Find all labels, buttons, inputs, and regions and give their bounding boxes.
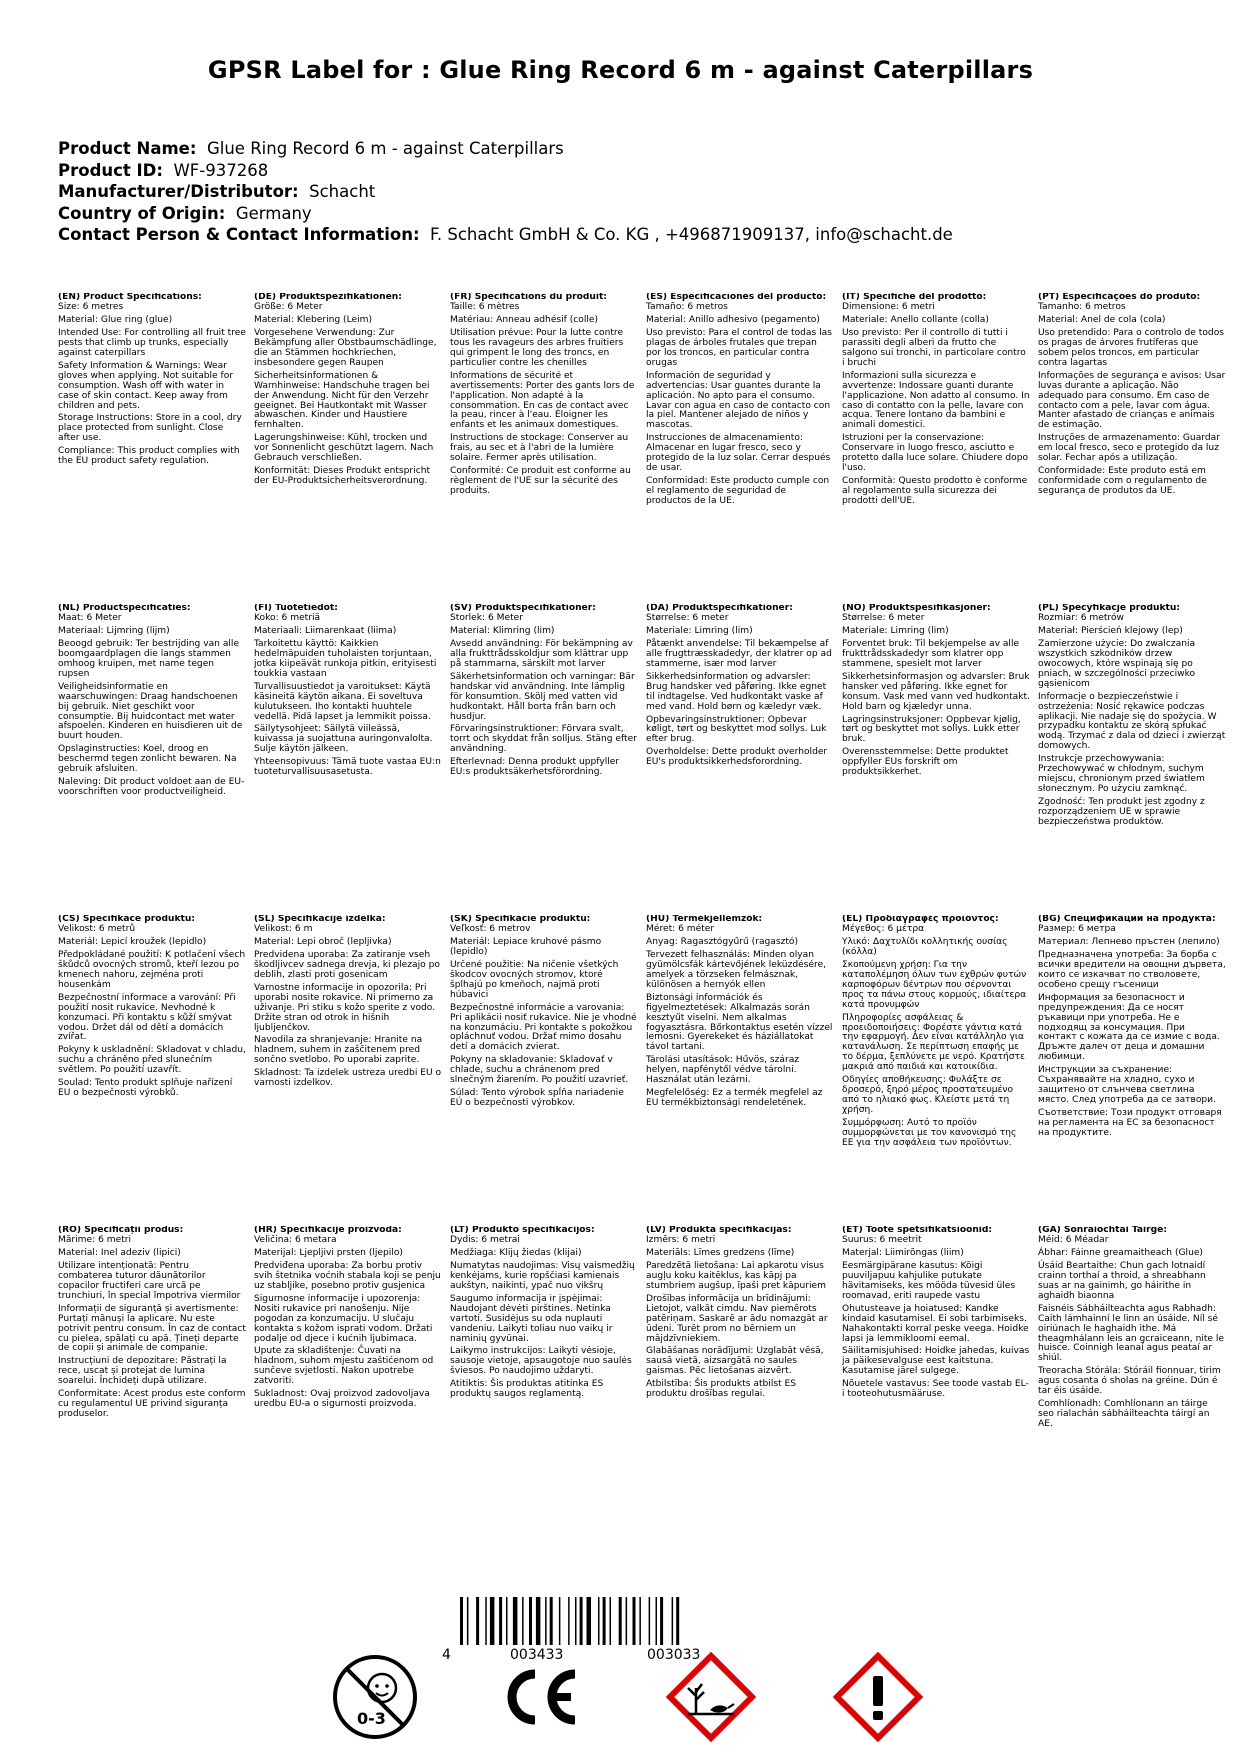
age-range-text: 0-3 <box>357 1709 386 1728</box>
spec-heading: (IT) Specifiche del prodotto: <box>842 293 987 302</box>
spec-cell <box>842 915 1038 1226</box>
spec-paragraph: Material: Anillo adhesivo (pegamento) <box>646 314 820 325</box>
spec-paragraph: Tamanho: 6 metros <box>1038 301 1126 312</box>
page-title: GPSR Label for : Glue Ring Record 6 m - against Caterpillars <box>207 56 1034 84</box>
spec-paragraph: Drošības informācija un brīdinājumi: Lietojot, valkāt cimdu. Nav piemērots patēriņam. Saskarē ar ādu nomazgāt ar ūdeni. Turēt prom no bērniem un mājdzīvniekiem. <box>646 1293 828 1344</box>
spec-paragraph: Informations de sécurité et avertissements: Porter des gants lors de l'application. Non adapté à la consommation. En cas de contact avec la peau, rincer à l'eau. Éloigner les enfants et les animaux domestiques. <box>450 370 635 431</box>
spec-paragraph: Materjal: Liimirõngas (liim) <box>842 1247 964 1258</box>
spec-paragraph: Ohutusteave ja hoiatused: Kandke kindaid kasutamisel. Ei sobi tarbimiseks. Nahakontakti korral peske veega. Hoidke lapsi ja lemmikloomi eemal. <box>842 1303 1029 1344</box>
spec-paragraph: Súlad: Tento výrobok spĺňa nariadenie EÚ o bezpečnosti výrobkov. <box>450 1088 624 1109</box>
spec-paragraph: Lagerungshinweise: Kühl, trocken und vor Sonnenlicht geschützt lagern. Nach Gebrauch verschließen. <box>254 433 434 464</box>
spec-paragraph: Storage Instructions: Store in a cool, dry place protected from sunlight. Close after use. <box>58 413 242 444</box>
barcode-bar <box>656 1597 658 1645</box>
barcode-bar <box>580 1597 583 1645</box>
spec-paragraph: Veličina: 6 metara <box>254 1234 337 1245</box>
spec-paragraph: Úsáid Beartaithe: Chun gach lotnaidí crainn torthaí a throid, a shreabhann suas ar na gainimh, go háirithe in aghaidh biaonna <box>1038 1260 1206 1301</box>
spec-heading: (CS) Specifikace produktu: <box>58 915 195 924</box>
spec-paragraph: Anyag: Ragasztógyűrű (ragasztó) <box>646 936 799 947</box>
spec-paragraph: Tervezett felhasználás: Minden olyan gyümölcsfák kártevőjének leküzdésére, amelyek a törzseken felmásznak, különösen a hernyók ellen <box>646 949 827 990</box>
barcode-bar <box>649 1597 651 1645</box>
spec-paragraph: Uso pretendido: Para o controlo de todos os pragas de árvores frutíferas que sobem pelos troncos, em particular contra lagartas <box>1038 327 1225 368</box>
spec-heading: (GA) Sonraíochtaí Táirge: <box>1038 1226 1167 1235</box>
spec-cell <box>1038 604 1234 915</box>
spec-paragraph: Pokyny na skladovanie: Skladovať v chlade, suchu a chránenom pred slnečným žiarením. Po použití uzavrieť. <box>450 1055 629 1086</box>
barcode-bar <box>619 1597 622 1645</box>
spec-paragraph: Material: Inel adeziv (lipici) <box>58 1247 181 1258</box>
spec-paragraph: Konformität: Dieses Produkt entspricht der EU-Produktsicherheitsverordnung. <box>254 466 431 487</box>
spec-paragraph: Размер: 6 метра <box>1038 923 1116 934</box>
product-name-value: Glue Ring Record 6 m - against Caterpillars <box>206 139 564 158</box>
barcode-bar <box>676 1597 679 1645</box>
product-name-label: Product Name: <box>58 139 197 158</box>
spec-paragraph: Tarkoitettu käyttö: Kaikkien hedelmäpuiden tuholaisten torjuntaan, jotka kiipeävät runkoja pitkin, erityisesti toukkia vastaan <box>254 638 437 679</box>
spec-paragraph: Sigurnosne informacije i upozorenja: Nositi rukavice pri nanošenju. Nije pogodan za konzumaciju. U slučaju kontakta s kožom isprati vodom. Držati podalje od djece i kućnih ljubimaca. <box>254 1293 433 1344</box>
spec-paragraph: Størrelse: 6 meter <box>842 612 925 623</box>
barcode-bar <box>467 1597 469 1645</box>
barcode-bar <box>660 1597 663 1645</box>
spec-paragraph: Materiale: Limring (lim) <box>842 625 949 636</box>
barcode-bar <box>485 1597 487 1645</box>
spec-paragraph: Paredzētā lietošana: Lai apkarotu visus augļu koku kaitēklus, kas kāpj pa stumbriem augšup, īpaši pret kāpuriem <box>646 1260 826 1291</box>
spec-paragraph: Maat: 6 Meter <box>58 612 122 623</box>
barcode-bar <box>529 1597 532 1645</box>
spec-cell <box>254 1226 450 1537</box>
spec-paragraph: Bezpečnostní informace a varování: Při použití nosit rukavice. Nevhodné k konzumaci. Při kontaktu s kůží smývat vodou. Držet dál od dětí a domácích zvířat. <box>58 992 236 1043</box>
spec-paragraph: Saugumo informacija ir įspėjimai: Naudojant dėvėti pirštines. Netinka vartoti. Susidėjus su oda nuplauti vandeniu. Laikyti toliau nuo vaikų ir naminių gyvūnai. <box>450 1293 613 1344</box>
spec-paragraph: Předpokládané použití: K potlačení všech škůdců ovocných stromů, kteří lezou po kmenech nahoru, zejména proti housenkám <box>58 949 246 990</box>
barcode-bar <box>633 1597 636 1645</box>
spec-cell <box>450 1226 646 1537</box>
spec-cell <box>842 604 1038 915</box>
spec-paragraph: Materijal: Ljepljivi prsten (ljepilo) <box>254 1247 403 1258</box>
barcode-bar <box>626 1597 628 1645</box>
product-id-line <box>58 160 1198 182</box>
spec-heading: (SL) Specifikacije izdelka: <box>254 915 386 924</box>
spec-paragraph: Safety Information & Warnings: Wear gloves when applying. Not suitable for consumption. Wash off with water in case of skin contact. Keep away from children and pets. <box>58 360 234 411</box>
spec-paragraph: Предназначена употреба: За борба с всички вредители на овощни дървета, които се изкачват по стволовете, особено срещу гъсеници <box>1038 949 1226 990</box>
spec-heading: (PL) Specyfikacje produktu: <box>1038 604 1180 613</box>
barcode-bars <box>460 1597 745 1645</box>
spec-heading: (PT) Especificações do produto: <box>1038 293 1201 302</box>
manufacturer-label: Manufacturer/Distributor: <box>58 182 299 201</box>
spec-paragraph: Numatytas naudojimas: Visų vaismedžių kenkėjams, kurie ropščiasi kamienais aukštyn, naikinti, ypač nuo vikšrų <box>450 1260 635 1291</box>
spec-paragraph: Turvallisuustiedot ja varoitukset: Käytä käsineitä käytön aikana. Ei soveltuva kulutukseen. Iho kontakti huuhtele vedellä. Pidä lapset ja lemmikit poissa. <box>254 681 431 722</box>
contact-label: Contact Person & Contact Information: <box>58 225 420 244</box>
spec-paragraph: Určené použitie: Na ničenie všetkých škodcov ovocných stromov, ktoré šplhajú po kmeňoch, najmä proti húbavici <box>450 959 619 1000</box>
spec-cell <box>58 915 254 1226</box>
spec-paragraph: Velikost: 6 m <box>254 923 313 934</box>
environment-hazard-icon <box>666 1652 756 1742</box>
spec-paragraph: Vorgesehene Verwendung: Zur Bekämpfung aller Obstbaumschädlinge, die an Stämmen hochkriechen, insbesondere gegen Raupen <box>254 327 437 368</box>
spec-cell <box>1038 293 1234 604</box>
spec-paragraph: Upute za skladištenje: Čuvati na hladnom, suhom mjestu zaštićenom od sunčeve svjetlosti. Nakon upotrebe zatvoriti. <box>254 1346 434 1387</box>
spec-paragraph: Mărime: 6 metri <box>58 1234 132 1245</box>
barcode-bar <box>506 1597 508 1645</box>
spec-paragraph: Glabāšanas norādījumi: Uzglabāt vēsā, sausā vietā, aizsargātā no saules gaismas. Pēc lietošanas aizvērt. <box>646 1346 824 1377</box>
country-label: Country of Origin: <box>58 203 226 223</box>
barcode-bar <box>568 1597 570 1645</box>
spec-paragraph: Instructions de stockage: Conserver au frais, au sec et à l'abri de la lumière solaire. Fermer après utilisation. <box>450 433 629 464</box>
spec-paragraph: Conformidad: Este producto cumple con el reglamento de seguridad de productos de la UE. <box>646 476 830 507</box>
barcode-bar <box>575 1597 577 1645</box>
spec-paragraph: Varnostne informacije in opozorila: Pri uporabi nosite rokavice. Ni primerno za uživanje. Pri stiku s kožo sperite z vodo. Držite stran od otrok in hišnih ljubljenčkov. <box>254 982 436 1033</box>
spec-paragraph: Atitiktis: Šis produktas atitinka ES produktų saugos reglamentą. <box>450 1379 604 1400</box>
spec-cell <box>450 604 646 915</box>
barcode-bar <box>536 1597 541 1645</box>
spec-paragraph: Material: Anel de cola (cola) <box>1038 314 1166 325</box>
spec-paragraph: Predviđena uporaba: Za borbu protiv svih štetnika voćnih stabala koji se penju uz stabljike, posebno protiv gusjenica <box>254 1260 441 1291</box>
spec-paragraph: Faisnéis Sábháilteachta agus Rabhadh: Caith lámhainní le linn an úsáide. Níl sé oiriúnach le haghaidh ithe. Má theagmhálann leis an gcraiceann, nite le huisce. Coinnigh leanaí agus peataí ar shiúl. <box>1038 1303 1225 1364</box>
spec-paragraph: Matériau: Anneau adhésif (colle) <box>450 314 599 325</box>
spec-paragraph: Overholdelse: Dette produkt overholder EU's produktsikkerhedsforordning. <box>646 747 828 768</box>
spec-paragraph: Rozmiar: 6 metrów <box>1038 612 1124 623</box>
product-id-value: WF-937268 <box>173 160 269 180</box>
spec-heading: (DA) Produktspecifikationer: <box>646 604 793 613</box>
country-value: Germany <box>235 203 312 223</box>
spec-heading: (LV) Produkta specifikācijas: <box>646 1226 792 1235</box>
spec-cell <box>58 1226 254 1537</box>
spec-paragraph: Compliance: This product complies with the EU product safety regulation. <box>58 446 240 467</box>
barcode-bar <box>490 1597 495 1645</box>
spec-paragraph: Οδηγίες αποθήκευσης: Φυλάξτε σε δροσερό, ξηρό μέρος προστατευμένο από το ηλιακό φως. Κλείστε μετά τη χρήση. <box>842 1075 1014 1116</box>
barcode-bar <box>559 1597 561 1645</box>
spec-paragraph: Instrukcje przechowywania: Przechowywać w chłodnym, suchym miejscu, chronionym przed światłem słonecznym. Po użyciu zamknąć. <box>1038 754 1205 795</box>
spec-paragraph: Förvaringsinstruktioner: Förvara svalt, torrt och skyddat från solljus. Stäng efter användning. <box>450 724 637 755</box>
spec-heading: (FR) Spécifications du produit: <box>450 293 607 302</box>
spec-paragraph: Treoracha Stórála: Stóráil fionnuar, tirim agus cosanta ó sholas na gréine. Dún é tar éis úsáide. <box>1038 1366 1221 1397</box>
spec-heading: (EN) Product Specifications: <box>58 293 202 302</box>
spec-cell <box>646 604 842 915</box>
spec-paragraph: Skladnost: Ta izdelek ustreza uredbi EU o varnosti izdelkov. <box>254 1068 442 1089</box>
spec-paragraph: Πληροφορίες ασφάλειας & προειδοποιήσεις: Φορέστε γάντια κατά την εφαρμογή. Δεν είναι κατάλληλο για κατανάλωση. Σε περίπτωση επαφής με το δέρμα, ξεπλύνετε με νερό. Κρατήστε μακριά από παιδιά και κατοικίδια. <box>842 1012 1025 1073</box>
spec-paragraph: Laikymo instrukcijos: Laikyti vėsioje, sausoje vietoje, apsaugotoje nuo saulės šviesos. Po naudojimo uždaryti. <box>450 1346 632 1377</box>
spec-paragraph: Zgodność: Ten produkt jest zgodny z rozporządzeniem UE w sprawie bezpieczeństwa produktów. <box>1038 797 1205 828</box>
product-name-line <box>58 138 1198 160</box>
manufacturer-value: Schacht <box>309 182 376 201</box>
spec-paragraph: Informações de segurança e avisos: Usar luvas durante a aplicação. Não adequado para consumo. Em caso de contacto com a pele, lavar com água. Manter afastado de crianças e animais de estimação. <box>1038 370 1226 431</box>
spec-cell <box>254 604 450 915</box>
spec-paragraph: Sukladnost: Ovaj proizvod zadovoljava uredbu EU-a o sigurnosti proizvoda. <box>254 1389 430 1410</box>
spec-paragraph: Naleving: Dit product voldoet aan de EU-voorschriften voor productveiligheid. <box>58 777 245 798</box>
spec-paragraph: Izmērs: 6 metri <box>646 1234 716 1245</box>
spec-paragraph: Påtænkt anvendelse: Til bekæmpelse af alle frugttræsskadedyr, der klatrer op ad stammerne, især mod larver <box>646 638 832 669</box>
spec-cell <box>58 604 254 915</box>
spec-paragraph: Materiál: Lepiace kruhové pásmo (lepidlo) <box>450 936 602 957</box>
spec-paragraph: Sicherheitsinformationen & Warnhinweise: Handschuhe tragen bei der Anwendung. Nicht für den Verzehr geeignet. Bei Hautkontakt mit Wasser abwaschen. Kinder und Haustiere fernhalten. <box>254 370 430 431</box>
spec-paragraph: Comhlíonadh: Comhlíonann an táirge seo rialachán sábháilteachta táirgí an AE. <box>1038 1399 1210 1430</box>
spec-paragraph: Συμμόρφωση: Αυτό το προϊόν συμμορφώνεται με τον κανονισμό της ΕΕ για την ασφάλεια των προϊόντων. <box>842 1118 1017 1149</box>
spec-heading: (BG) Спецификации на продукта: <box>1038 915 1216 924</box>
barcode-group-left: 003433 <box>510 1647 564 1663</box>
barcode-bar <box>460 1597 463 1645</box>
spec-paragraph: Instrucțiuni de depozitare: Păstrați la rece, uscat și protejat de lumina soarelui. Închideți după utilizare. <box>58 1356 227 1387</box>
spec-paragraph: Navodila za shranjevanje: Hranite na hladnem, suhem in zaščitenem pred sončno svetlobo. Po uporabi zaprite. <box>254 1035 423 1066</box>
spec-paragraph: Utilisation prévue: Pour la lutte contre tous les ravageurs des arbres fruitiers qui grimpent le long des troncs, en particulier contre les chenilles <box>450 327 624 368</box>
spec-paragraph: Informații de siguranță și avertismente: Purtați mănuși la aplicare. Nu este potrivit pentru consum. În caz de contact cu pielea, spălați cu apă. Țineți departe de copii și animale de companie. <box>58 1303 246 1354</box>
spec-paragraph: Méid: 6 Méadar <box>1038 1234 1109 1245</box>
spec-paragraph: Medžiaga: Klijų žiedas (klijai) <box>450 1247 582 1258</box>
spec-paragraph: Conformitate: Acest produs este conform cu regulamentul UE privind siguranța produselor. <box>58 1389 246 1420</box>
spec-paragraph: Μέγεθος: 6 μέτρα <box>842 923 925 934</box>
spec-paragraph: Materiale: Limring (lim) <box>646 625 753 636</box>
barcode-bar <box>610 1597 612 1645</box>
spec-cell <box>646 915 842 1226</box>
barcode-bar <box>672 1597 674 1645</box>
spec-heading: (HR) Specifikacije proizvoda: <box>254 1226 402 1235</box>
barcode-bar <box>598 1597 600 1645</box>
spec-cell <box>254 293 450 604</box>
spec-paragraph: Istruzioni per la conservazione: Conservare in luogo fresco, asciutto e protetto dalla luce solare. Chiudere dopo l'uso. <box>842 433 1029 474</box>
spec-cell <box>58 293 254 604</box>
spec-paragraph: Opbevaringsinstruktioner: Opbevar køligt, tørt og beskyttet mod sollys. Luk efter brug. <box>646 714 827 745</box>
barcode-bar <box>476 1597 479 1645</box>
spec-cell <box>842 293 1038 604</box>
spec-paragraph: Beoogd gebruik: Ter bestrijding van alle boomgaardplagen die langs stammen omhoog kruipen, met name tegen rupsen <box>58 638 240 679</box>
product-info-block <box>58 138 1198 246</box>
spec-heading: (FI) Tuotetiedot: <box>254 604 338 613</box>
spec-paragraph: Größe: 6 Meter <box>254 301 323 312</box>
spec-paragraph: Materiaali: Liimarenkaat (liima) <box>254 625 397 636</box>
spec-paragraph: Materiaal: Lijmring (lijm) <box>58 625 170 636</box>
spec-paragraph: Material: Klebering (Leim) <box>254 314 373 325</box>
spec-heading: (SK) Špecifikácie produktu: <box>450 915 591 924</box>
manufacturer-line <box>58 181 1198 203</box>
spec-paragraph: Material: Lepi obroč (lepljivka) <box>254 936 392 947</box>
barcode-bar <box>513 1597 518 1645</box>
spec-heading: (ET) Toote spetsifikatsioonid: <box>842 1226 993 1235</box>
spec-paragraph: Información de seguridad y advertencias: Usar guantes durante la aplicación. No apto para el consumo. Lavar con agua en caso de contacto con la piel. Mantener alejado de niños y mascotas. <box>646 370 831 431</box>
spec-paragraph: Sikkerhetsinformasjon og advarsler: Bruk hansker ved påføring. Ikke egnet for konsum. Vask med vann ved hudkontakt. Hold barn og kjæledyr unna. <box>842 671 1030 712</box>
spec-paragraph: Pokyny k uskladnění: Skladovat v chladu, suchu a chráněno před slunečním světlem. Po použití uzavřít. <box>58 1045 246 1076</box>
spec-paragraph: Soulad: Tento produkt splňuje nařízení EU o bezpečnosti výrobků. <box>58 1078 233 1099</box>
spec-paragraph: Инструкции за съхранение: Съхранявайте на хладно, сухо и защитено от слънчева светлина място. След употреба да се затвори. <box>1038 1065 1216 1106</box>
spec-heading: (SV) Produktspecifikationer: <box>450 604 596 613</box>
barcode-bar <box>545 1597 547 1645</box>
spec-paragraph: Biztonsági információk és figyelmeztetések: Alkalmazás során kesztyűt viselni. Nem alkalmas fogyasztásra. Bőrkontaktus esetén vízzel lemosni. Gyerekeket és háziállatokat távol tartani. <box>646 992 833 1053</box>
spec-paragraph: Dydis: 6 metrai <box>450 1234 520 1245</box>
spec-paragraph: Информация за безопасност и предупреждения: Да се носят ръкавици при употреба. Не е подходящ за консумация. При контакт с кожата да се измие с вода. Дръжте далеч от деца и домашни любимци. <box>1038 992 1220 1063</box>
spec-paragraph: Instruções de armazenamento: Guardar em local fresco, seco e protegido da luz solar. Fechar após a utilização. <box>1038 433 1220 464</box>
spec-paragraph: Säilytysohjeet: Säilytä viileässä, kuivassa ja suojattuna auringonvalolta. Sulje käytön jälkeen. <box>254 724 433 755</box>
spec-paragraph: Overensstemmelse: Dette produktet oppfyller EUs forskrift om produktsikkerhet. <box>842 747 1009 778</box>
spec-paragraph: Forventet bruk: Til bekjempelse av alle frukttrådsskadedyr som klatrer opp stammene, spesielt mot larver <box>842 638 1020 669</box>
spec-paragraph: Informazioni sulla sicurezza e avvertenze: Indossare guanti durante l'applicazione. Non adatto al consumo. In caso di contatto con la pelle, lavare con acqua. Tenere lontano da bambini e animali domestici. <box>842 370 1030 431</box>
spec-heading: (ES) Especificaciones del producto: <box>646 293 827 302</box>
spec-paragraph: Ábhar: Fáinne greamaitheach (Glue) <box>1038 1247 1203 1258</box>
spec-paragraph: Conformité: Ce produit est conforme au règlement de l'UE sur la sécurité des produits. <box>450 466 631 497</box>
spec-paragraph: Storlek: 6 Meter <box>450 612 523 623</box>
barcode-bar <box>499 1597 502 1645</box>
spec-paragraph: Σκοπούμενη χρήση: Για την καταπολέμηση όλων των εχθρών φυτών καρποφόρων δέντρων που σέρνονται προς τα πάνω στους κορμούς, ιδιαίτερα κατά προνυμφών <box>842 959 1027 1010</box>
contact-value: F. Schacht GmbH & Co. KG , +496871909137, info@schacht.de <box>430 225 953 244</box>
spec-paragraph: Sikkerhedsinformation og advarsler: Brug handsker ved påføring. Ikke egnet til indtagelse. Ved hudkontakt vaske af med vand. Hold børn og kæledyr væk. <box>646 671 827 712</box>
spec-paragraph: Uso previsto: Para el control de todas las plagas de árboles frutales que trepan por los troncos, en particular contra orugas <box>646 327 832 368</box>
spec-paragraph: Materiale: Anello collante (colla) <box>842 314 989 325</box>
spec-paragraph: Material: Glue ring (glue) <box>58 314 173 325</box>
spec-paragraph: Zamierzone użycie: Do zwalczania wszystkich szkodników drzew owocowych, które wspinają się po pniach, w szczególności przeciwko gąsienicom <box>1038 638 1196 689</box>
spec-paragraph: Koko: 6 metriä <box>254 612 321 623</box>
barcode-group-right: 003033 <box>647 1647 701 1663</box>
spec-heading: (EL) Προδιαγραφές προϊόντος: <box>842 915 999 924</box>
exclamation-hazard-icon <box>833 1652 923 1742</box>
spec-paragraph: Materiał: Pierścień klejowy (lep) <box>1038 625 1183 636</box>
spec-paragraph: Materiál: Lepicí kroužek (lepidlo) <box>58 936 207 947</box>
spec-heading: (DE) Produktspezifikationen: <box>254 293 402 302</box>
country-line <box>58 203 1198 225</box>
language-spec-grid <box>58 293 1226 1583</box>
spec-paragraph: Материал: Лепнево пръстен (лепило) <box>1038 936 1220 947</box>
spec-paragraph: Informacje o bezpieczeństwie i ostrzeżenia: Nosić rękawice podczas aplikacji. Nie nadaje się do spożycia. W przypadku kontaktu ze skórą spłukać wodą. Trzymać z dala od dzieci i zwierząt domowych. <box>1038 691 1226 752</box>
spec-cell <box>1038 915 1234 1226</box>
spec-paragraph: Yhteensopivuus: Tämä tuote vastaa EU:n tuoteturvallisuusasetusta. <box>254 757 441 778</box>
ce-mark-icon <box>495 1652 585 1742</box>
spec-paragraph: Taille: 6 mètres <box>450 301 520 312</box>
spec-paragraph: Instrucciones de almacenamiento: Almacenar en lugar fresco, seco y protegido de la luz solar. Cerrar después de usar. <box>646 433 831 474</box>
barcode-digit-left: 4 <box>442 1647 451 1663</box>
spec-paragraph: Säkerhetsinformation och varningar: Bär handskar vid användning. Inte lämplig för konsumtion. Skölj med vatten vid hudkontakt. Håll borta från barn och husdjur. <box>450 671 635 722</box>
spec-paragraph: Lagringsinstruksjoner: Oppbevar kjølig, tørt og beskyttet mot sollys. Lukk etter bruk. <box>842 714 1021 745</box>
barcode-bar <box>587 1597 592 1645</box>
spec-paragraph: Material: Klimring (lim) <box>450 625 555 636</box>
spec-paragraph: Conformità: Questo prodotto è conforme al regolamento sulla sicurezza dei prodotti dell'UE. <box>842 476 1028 507</box>
spec-paragraph: Veiligheidsinformatie en waarschuwingen: Draag handschoenen bij gebruik. Niet geschikt voor consumptie. Bij huidcontact met water afspoelen. Kinderen en huisdieren uit de buurt houden. <box>58 681 243 742</box>
spec-heading: (NL) Productspecificaties: <box>58 604 191 613</box>
spec-paragraph: Съответствие: Този продукт отговаря на регламента на ЕС за безопасност на продуктите. <box>1038 1108 1222 1139</box>
spec-paragraph: Tamaño: 6 metros <box>646 301 728 312</box>
barcode-bar <box>522 1597 524 1645</box>
barcode-bar <box>550 1597 553 1645</box>
spec-paragraph: Materiāls: Līmes gredzens (līme) <box>646 1247 795 1258</box>
spec-paragraph: Atbilstība: Šis produkts atbilst ES produktu drošības regulai. <box>646 1379 797 1400</box>
spec-cell <box>450 293 646 604</box>
spec-cell <box>842 1226 1038 1537</box>
spec-paragraph: Méret: 6 méter <box>646 923 715 934</box>
barcode-bar <box>603 1597 606 1645</box>
spec-paragraph: Säilitamisjuhised: Hoidke jahedas, kuivas ja päikesevalguse eest kaitstuna. Kasutamise järel sulgege. <box>842 1346 1030 1377</box>
spec-paragraph: Utilizare intenționată: Pentru combaterea tuturor dăunătorilor copacilor fructiferi care urcă pe trunchiuri, în special împotriva viermilor <box>58 1260 241 1301</box>
spec-paragraph: Velikost: 6 metrů <box>58 923 136 934</box>
spec-paragraph: Nõuetele vastavus: See toode vastab EL-i tooteohutusmääruse. <box>842 1379 1029 1400</box>
spec-paragraph: Veľkosť: 6 metrov <box>450 923 531 934</box>
spec-cell <box>254 915 450 1226</box>
spec-paragraph: Størrelse: 6 meter <box>646 612 729 623</box>
spec-cell <box>646 293 842 604</box>
spec-heading: (NO) Produktspesifikasjoner: <box>842 604 991 613</box>
spec-paragraph: Intended Use: For controlling all fruit tree pests that climb up trunks, especially against caterpillars <box>58 327 246 358</box>
spec-paragraph: Bezpečnostné informácie a varovania: Pri aplikácii nosiť rukavice. Nie je vhodné na konzumáciu. Pri kontakte s pokožkou opláchnuť vodou. Držať mimo dosahu detí a domácich zvierat. <box>450 1002 637 1053</box>
spec-paragraph: Conformidade: Este produto está em conformidade com o regulamento de segurança de produtos da UE. <box>1038 466 1207 497</box>
spec-paragraph: Opslaginstructies: Koel, droog en beschermd tegen zonlicht bewaren. Na gebruik afsluiten. <box>58 744 237 775</box>
spec-paragraph: Efterlevnad: Denna produkt uppfyller EU:s produktsäkerhetsförordning. <box>450 757 620 778</box>
spec-paragraph: Megfelelőség: Ez a termék megfelel az EU termékbiztonsági rendeletének. <box>646 1088 823 1109</box>
safety-symbols <box>330 1652 930 1748</box>
spec-paragraph: Predvidena uporaba: Za zatiranje vseh škodljivcev sadnega drevja, ki plezajo po deblih, zlasti proti gosenicam <box>254 949 440 980</box>
spec-paragraph: Eesmärgipärane kasutus: Kõigi puuviljapuu kahjulike putukate hävitamiseks, kes mööda tüvesid üles roomavad, eriti raupede vastu <box>842 1260 1016 1301</box>
spec-paragraph: Dimensione: 6 metri <box>842 301 935 312</box>
contact-line <box>58 224 1198 246</box>
spec-paragraph: Avsedd användning: För bekämpning av alla frukttrådsskoldjur som klättrar upp på stammarna, särskilt mot larver <box>450 638 633 669</box>
spec-paragraph: Υλικό: Δαχτυλίδι κολλητικής ουσίας (κόλλα) <box>842 936 1008 957</box>
spec-heading: (RO) Specificații produs: <box>58 1226 184 1235</box>
spec-cell <box>646 1226 842 1537</box>
spec-heading: (HU) Termékjellemzők: <box>646 915 763 924</box>
barcode-bar <box>639 1597 641 1645</box>
spec-cell <box>450 915 646 1226</box>
spec-paragraph: Size: 6 metres <box>58 301 124 312</box>
spec-paragraph: Suurus: 6 meetrit <box>842 1234 922 1245</box>
product-id-label: Product ID: <box>58 160 163 180</box>
spec-cell <box>1038 1226 1234 1537</box>
spec-paragraph: Uso previsto: Per il controllo di tutti i parassiti degli alberi da frutto che salgono sui tronchi, in particolare contro i bruchi <box>842 327 1026 368</box>
spec-heading: (LT) Produkto specifikacijos: <box>450 1226 595 1235</box>
spec-paragraph: Tárolási utasítások: Hűvös, száraz helyen, napfénytől védve tárolni. Használat után lezárni. <box>646 1055 800 1086</box>
age-warning-0-3-icon <box>330 1652 420 1742</box>
